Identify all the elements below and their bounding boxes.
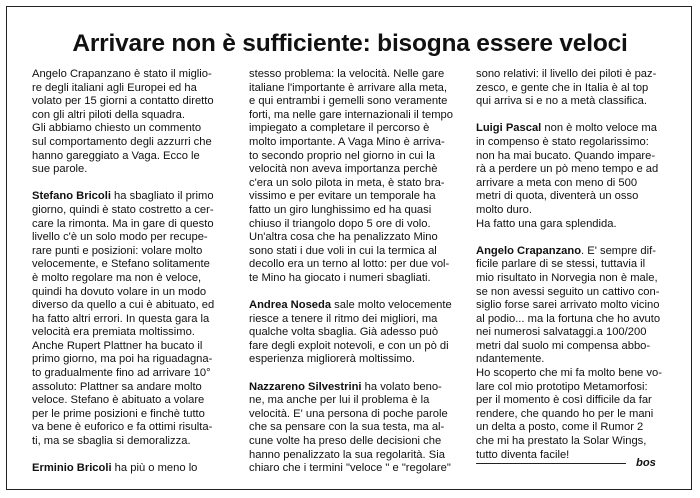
text-line xyxy=(249,381,464,395)
paragraph-gap xyxy=(476,109,676,123)
text-line xyxy=(32,272,237,286)
line-text: rendere, che quando ho per le mani xyxy=(476,407,654,420)
line-text: giorno, quindi è stato costretto a cer- xyxy=(32,203,214,216)
line-text: veloce. Stefano è abituato a volare xyxy=(32,394,205,407)
line-text: rà a perdere un pò meno tempo e ad xyxy=(476,163,659,176)
text-line xyxy=(32,204,237,218)
paragraph-gap xyxy=(32,177,237,191)
line-text: esperienza migliorerà moltissimo. xyxy=(249,353,416,366)
text-line xyxy=(249,150,464,164)
text-line xyxy=(32,218,237,232)
text-line xyxy=(32,190,237,204)
line-text: te Mino ha giocato i numeri sbagliati. xyxy=(249,271,431,284)
text-line xyxy=(476,326,676,340)
line-text: fatto un giro lunghissimo ed ha quasi xyxy=(249,203,432,216)
line-text: sono stati i due voli in cui la termica al xyxy=(249,244,437,257)
line-text: impiegato a completare il percorso è xyxy=(249,122,430,135)
text-line xyxy=(32,340,237,354)
line-text: Un'altra cosa che ha penalizzato Mino xyxy=(249,231,438,244)
line-text: ti, ma se sbaglia si demoralizza. xyxy=(32,435,191,448)
line-text: sue parole. xyxy=(32,163,88,176)
line-text: livello c'è un solo modo per recupe- xyxy=(32,231,208,244)
line-text: per il momento è così difficile da far xyxy=(476,394,652,407)
signature-line xyxy=(476,457,656,469)
line-text: assoluto: Plattner sa andare molto xyxy=(32,380,202,393)
text-line xyxy=(476,82,676,96)
text-line xyxy=(249,272,464,286)
line-text: con gli altri piloti della squadra. xyxy=(32,108,185,121)
text-line xyxy=(249,258,464,272)
text-line xyxy=(249,245,464,259)
text-line xyxy=(476,353,676,367)
paragraph-gap xyxy=(476,231,676,245)
line-text: se non avessi seguito un cattivo con- xyxy=(476,285,660,298)
text-line xyxy=(32,82,237,96)
text-line xyxy=(249,204,464,218)
author-signature: bos xyxy=(636,457,656,469)
line-text: Gli abbiamo chiesto un commento xyxy=(32,122,202,135)
text-line xyxy=(476,163,676,177)
line-text: molto duro. xyxy=(476,203,532,216)
text-line xyxy=(249,313,464,327)
text-line xyxy=(476,381,676,395)
text-line xyxy=(476,408,676,422)
text-line xyxy=(476,367,676,381)
line-text: sono relativi: il livello dei piloti è paz- xyxy=(476,68,657,80)
line-text: forti, ma nelle gare internazionali il tempo xyxy=(249,108,453,121)
text-line xyxy=(476,313,676,327)
line-text: vissimo e per evitare un temporale ha xyxy=(249,190,436,203)
text-line xyxy=(32,286,237,300)
line-text: ne, ma anche per lui il problema è la xyxy=(249,394,430,407)
text-line xyxy=(249,190,464,204)
line-text: è molto regolare ma non è veloce, xyxy=(32,271,202,284)
paragraph-gap xyxy=(249,367,464,381)
text-line xyxy=(476,286,676,300)
pilot-name: Luigi Pascal xyxy=(476,122,542,135)
text-line xyxy=(32,231,237,245)
line-text: velocità non aveva importanza perchè xyxy=(249,163,438,176)
text-line xyxy=(249,231,464,245)
text-line xyxy=(476,218,676,232)
text-line xyxy=(32,462,237,476)
text-line xyxy=(32,313,237,327)
line-text: italiane l'importante è arrivare alla meta, xyxy=(249,81,448,94)
text-line xyxy=(32,122,237,136)
text-line xyxy=(32,245,237,259)
line-text: hanno gareggiato a Vaga. Ecco le xyxy=(32,149,200,162)
line-text: e qui entrambi i gemelli sono veramente xyxy=(249,95,448,108)
line-text: diverso da quello a cui è abituato, ed xyxy=(32,299,215,312)
line-text: riesce a tenere il ritmo dei migliori, ma xyxy=(249,312,438,325)
text-line xyxy=(32,163,237,177)
text-line xyxy=(32,408,237,422)
line-text: sul comportamento degli azzurri che xyxy=(32,135,212,148)
text-line xyxy=(249,326,464,340)
text-line xyxy=(249,435,464,449)
line-text: che sa pensare con la sua testa, ma al- xyxy=(249,421,445,434)
text-line xyxy=(249,449,464,463)
line-text: zesco, e gente che in Italia è al top xyxy=(476,81,649,94)
line-text: al podio... ma la fortuna che ho avuto xyxy=(476,312,661,325)
text-line xyxy=(32,381,237,395)
text-line xyxy=(249,95,464,109)
line-text: siglio forse sarei arrivato molto vicino xyxy=(476,299,660,312)
text-line xyxy=(476,190,676,204)
line-text: ha volato beno- xyxy=(361,380,442,393)
line-text: cune volte ha preso delle decisioni che xyxy=(249,435,442,448)
text-line xyxy=(32,136,237,150)
text-line xyxy=(249,68,464,82)
text-line xyxy=(476,299,676,313)
text-line xyxy=(476,394,676,408)
line-text: nei numerosi salvataggi.a 100/200 xyxy=(476,326,647,339)
line-text: ha più o meno lo xyxy=(111,462,198,475)
line-text: arrivare a meta con meno di 500 xyxy=(476,176,638,189)
line-text: Anche Rupert Plattner ha bucato il xyxy=(32,339,203,352)
text-line xyxy=(249,462,464,476)
line-text: metri di quota, diventerà un osso xyxy=(476,190,639,203)
line-text: metri dal suolo mi compensa abbo- xyxy=(476,339,651,352)
line-text: c'era un solo pilota in meta, è stato bra- xyxy=(249,176,445,189)
line-text: non ha mai bucato. Quando impare- xyxy=(476,149,656,162)
text-line xyxy=(32,326,237,340)
line-text: quindi ha dovuto volare in un modo xyxy=(32,285,207,298)
text-line xyxy=(32,367,237,381)
text-line xyxy=(249,136,464,150)
text-line xyxy=(249,408,464,422)
column-1 xyxy=(32,68,237,476)
line-text: mio risultato in Norvegia non è male, xyxy=(476,271,658,284)
text-line xyxy=(249,218,464,232)
line-text: lare col mio prototipo Metamorfosi: xyxy=(476,380,648,393)
text-line xyxy=(32,299,237,313)
column-3 xyxy=(476,68,676,462)
line-text: Angelo Crapanzano è stato il miglio- xyxy=(32,68,212,80)
line-text: to gradualmente fino ad arrivare 10° xyxy=(32,367,211,380)
text-line xyxy=(32,68,237,82)
text-line xyxy=(476,340,676,354)
line-text: fare degli exploit notevoli, e con un pò di xyxy=(249,339,449,352)
line-text: non è molto veloce ma xyxy=(541,122,657,135)
pilot-name: Stefano Bricoli xyxy=(32,190,111,203)
text-line xyxy=(249,82,464,96)
line-text: care la rimonta. Ma in gare di questo xyxy=(32,217,214,230)
text-line xyxy=(476,150,676,164)
text-line xyxy=(32,109,237,123)
text-line xyxy=(249,340,464,354)
text-line xyxy=(249,109,464,123)
text-line xyxy=(476,177,676,191)
text-line xyxy=(476,95,676,109)
text-line xyxy=(32,150,237,164)
line-text: ha fatto altri errori. In questa gara la xyxy=(32,312,210,325)
line-text: decollo era un terno al lotto: per due vol- xyxy=(249,258,450,271)
line-text: velocemente, e Stefano solitamente xyxy=(32,258,210,271)
line-text: un delta a posto, come il Rumor 2 xyxy=(476,421,644,434)
pilot-name: Andrea Noseda xyxy=(249,299,332,312)
text-line xyxy=(476,136,676,150)
text-line xyxy=(249,177,464,191)
line-text: sale molto velocemente xyxy=(331,299,452,312)
line-text: ficile parlare di se stessi, tuttavia il xyxy=(476,258,646,271)
text-line xyxy=(476,122,676,136)
text-line xyxy=(476,68,676,82)
text-line xyxy=(476,421,676,435)
line-text: qui arriva si e no a metà classifica. xyxy=(476,95,647,108)
line-text: in compenso è stato regolarissimo: xyxy=(476,135,649,148)
line-text: Ha fatto una gara splendida. xyxy=(476,217,617,230)
text-line xyxy=(249,163,464,177)
line-text: hanno penalizzato la sua regolarità. Sia xyxy=(249,448,445,461)
pilot-name: Erminio Bricoli xyxy=(32,462,112,475)
line-text: to secondo proprio nel giorno in cui la xyxy=(249,149,435,162)
text-line xyxy=(32,258,237,272)
line-text: che mi ha prestato la Solar Wings, xyxy=(476,435,647,448)
line-text: primo giorno, ma poi ha riguadagna- xyxy=(32,353,213,366)
text-line xyxy=(249,353,464,367)
text-line xyxy=(476,435,676,449)
signature-rule xyxy=(476,463,626,464)
text-line xyxy=(32,435,237,449)
pilot-name: Nazzareno Silvestrini xyxy=(249,380,362,393)
column-2 xyxy=(249,68,464,476)
text-line xyxy=(32,421,237,435)
text-line xyxy=(249,299,464,313)
line-text: chiuso il triangolo dopo 5 ore di volo. xyxy=(249,217,431,230)
text-line xyxy=(32,394,237,408)
line-text: per le prime posizioni e finchè tutto xyxy=(32,407,205,420)
text-line xyxy=(32,95,237,109)
line-text: . E' sempre dif- xyxy=(581,244,656,257)
line-text: Ho scoperto che mi fa molto bene vo- xyxy=(476,367,662,380)
line-text: ha sbagliato il primo xyxy=(110,190,214,203)
text-line xyxy=(476,272,676,286)
paragraph-gap xyxy=(249,286,464,300)
line-text: velocità era premiata moltissimo. xyxy=(32,326,195,339)
text-line xyxy=(476,258,676,272)
article-title: Arrivare non è sufficiente: bisogna essere veloci xyxy=(72,30,628,57)
text-line xyxy=(32,353,237,367)
line-text: velocità. E' una persona di poche parole xyxy=(249,407,448,420)
text-line xyxy=(476,245,676,259)
line-text: tutto diventa facile! xyxy=(476,448,570,461)
text-line xyxy=(476,204,676,218)
line-text: ndantemente. xyxy=(476,353,545,366)
line-text: molto importante. A Vaga Mino è arriva- xyxy=(249,135,445,148)
line-text: va bene è euforico e fa ottimi risulta- xyxy=(32,421,213,434)
line-text: re degli italiani agli Europei ed ha xyxy=(32,81,197,94)
line-text: chiaro che i termini "veloce " e "regolare" xyxy=(249,462,451,475)
text-line xyxy=(249,394,464,408)
line-text: stesso problema: la velocità. Nelle gare xyxy=(249,68,445,80)
paragraph-gap xyxy=(32,449,237,463)
line-text: rare punti e posizioni: volare molto xyxy=(32,244,203,257)
pilot-name: Angelo Crapanzano xyxy=(476,244,582,257)
line-text: volato per 15 giorni a contatto diretto xyxy=(32,95,214,108)
text-line xyxy=(249,421,464,435)
line-text: qualche volta sbaglia. Già adesso può xyxy=(249,326,439,339)
text-line xyxy=(249,122,464,136)
